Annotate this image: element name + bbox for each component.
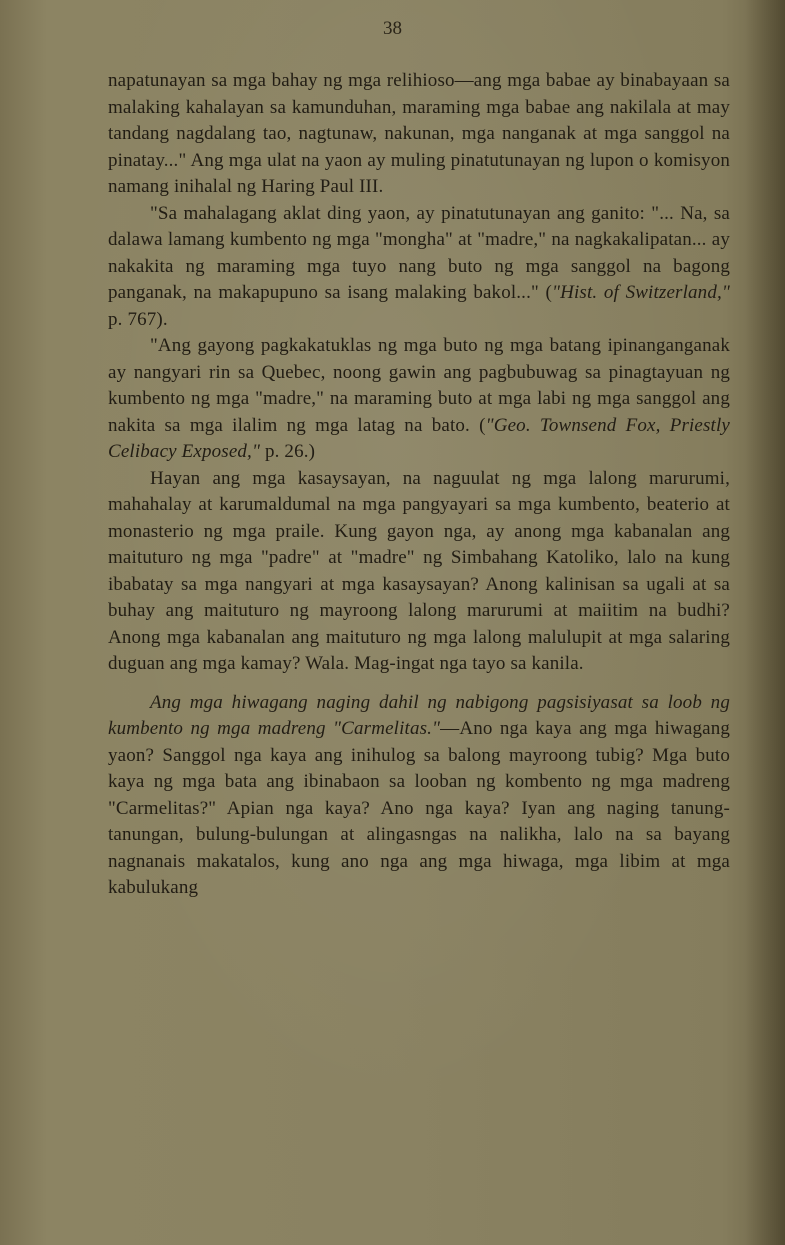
paragraph (108, 466, 730, 678)
paragraph (108, 333, 730, 466)
citation-page: p. 26.) (260, 441, 316, 462)
paragraph (108, 68, 730, 201)
paragraph-text: "Sa mahalagang aklat ding yaon, ay pinatutunayan ang ganito: "... Na, sa dalawa lamang kumbento ng mga "mongha" at "madre," na nagkakalipatan... ay nakakita ng maraming mga tuyo nang buto ng mga sanggol na bagong panganak, na makapupuno sa isang malaking bakol..." ( (108, 202, 730, 303)
paragraph (108, 201, 730, 334)
paragraph-text: "Ang gayong pagkakatuklas ng mga buto ng mga batang ipinanganganak ay nangyari rin sa Quebec, noong gawin ang pagbubuwag sa pinagtayuan ng kumbento ng mga "madre," na maraming buto at mga labi ng mga sanggol ang nakita sa mga ilalim ng mga latag na bato. ( (108, 335, 730, 436)
citation-page: p. 767). (108, 308, 168, 330)
paragraph (108, 690, 730, 902)
paragraph-text: Hayan ang mga kasaysayan, na naguulat ng mga lalong marurumi, mahahalay at karumaldumal na mga pangyayari sa mga kumbento, beaterio at monasterio ng mga praile. Kung gayon nga, ay anong mga kabanalan ang maituturo ng mga "padre" at "madre" ng Simbahang Katoliko, lalo na kung ibabatay sa mga nangyari at mga kasaysayan? Anong kalinisan sa ugali at sa buhay ang maituturo ng mayroong lalong marurumi at maiitim na budhi? Anong mga kabanalan ang maituturo ng mga lalong malulupit at mga salaring duguan ang mga kamay? Wala. Mag-ingat nga tayo sa kanila. (108, 467, 730, 674)
citation-title: "Hist. of Switzerland," (551, 282, 730, 303)
paragraph-spacer (108, 678, 730, 690)
paragraph-text: —Ano nga kaya ang mga hiwagang yaon? Sanggol nga kaya ang inihulog sa balong mayroong tubig? Mga buto kaya ng mga bata ang ibinabaon sa looban ng kombento ng mga madreng "Carmelitas?" Apian nga kaya? Ano nga kaya? Iyan ang naging tanung-tanungan, bulung-bulungan at alingasngas na nalikha, lalo na sa bayang nagnanais makatalos, kung ano nga ang mga hiwaga, mga libim at mga kabulukang (108, 718, 730, 898)
section-heading: Ang mga hiwagang naging dahil ng nabigong pagsisiyasat sa loob ng kumbento ng mga madreng "Carmelitas." (108, 691, 730, 739)
page-number: 38 (383, 18, 402, 39)
citation-title: "Geo. Townsend Fox, Priestly Celibacy Exposed," (108, 414, 730, 462)
paragraph-text: napatunayan sa mga bahay ng mga relihioso—ang mga babae ay binabayaan sa malaking kahalayan sa kamunduhan, maraming mga babae ang nakilala at may tandang nagdalang tao, nagtunaw, nakunan, mga nanganak at mga sanggol na pinatay..." Ang mga ulat na yaon ay muling pinatutunayan ng lupon o komisyon namang inihalal ng Haring Paul III. (108, 70, 730, 197)
body-text (108, 68, 730, 902)
